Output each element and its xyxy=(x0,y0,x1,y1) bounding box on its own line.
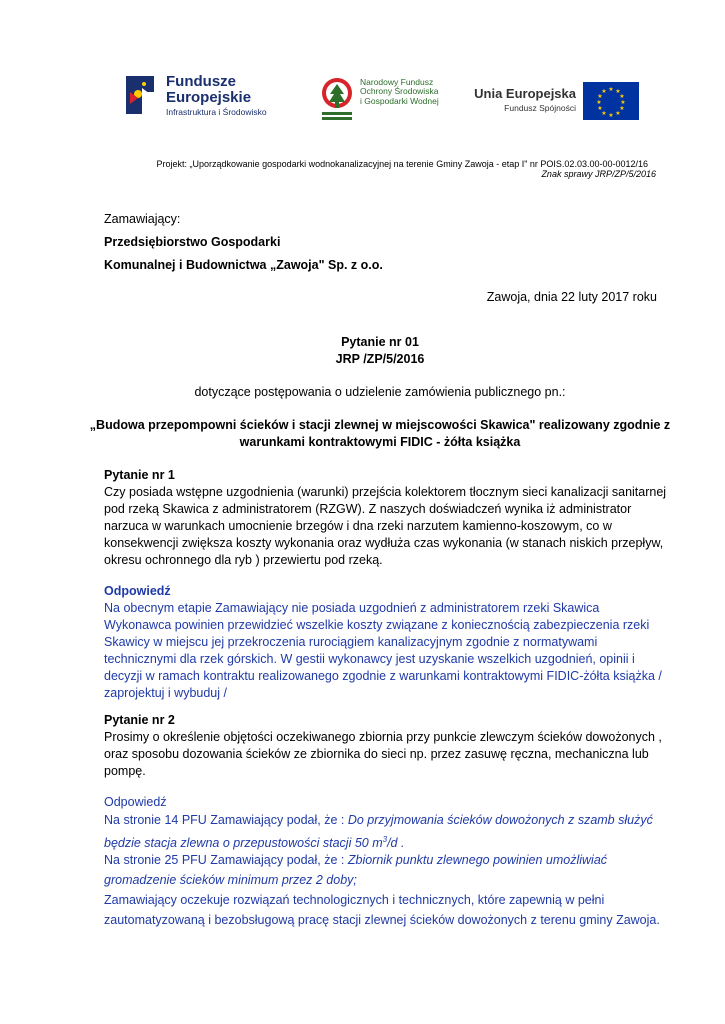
svg-text:★: ★ xyxy=(608,112,614,119)
q2-line: Prosimy o określenie objętości oczekiwanego zbiornia przy punkcie zlewczym ścieków dowożonych , xyxy=(104,730,662,744)
ue-line2: Fundusz Spójności xyxy=(504,103,576,113)
a2-line1 xyxy=(104,810,654,830)
a1-line: Na obecnym etapie Zamawiający nie posiada uzgodnień z administratorem rzeki Skawica xyxy=(104,601,600,615)
a2-line4: gromadzenie ścieków minimum przez 2 doby; xyxy=(104,873,357,887)
a2-l2-italic: będzie stacja zlewna o przepustowości stacji 50 m xyxy=(104,836,383,851)
a2-l2-end: /d . xyxy=(387,836,405,851)
a1-line: zaprojektuj i wybuduj / xyxy=(104,686,227,700)
fe-line3: Infrastruktura i Środowisko xyxy=(166,106,267,117)
a2-l3-normal: Na stronie 25 PFU Zamawiający podał, że : xyxy=(104,853,348,867)
a1-line: technicznymi dla rzek górskich. W gestii wykonawcy jest uzyskanie wszelkich uzgodnień, opinii i xyxy=(104,652,635,666)
fe-line2: Europejskie xyxy=(166,88,252,106)
q1-line: okresu ochronnego dla ryb ) przewiertu pod rzeką. xyxy=(104,553,383,567)
nf-line2: Ochrony Środowiska xyxy=(360,86,439,97)
svg-text:★: ★ xyxy=(619,105,625,112)
a2-heading: Odpowiedź xyxy=(104,795,167,809)
q1-line: konsekwencji zwiększa koszty wykonania oraz wydłuża czas wykonania (w stanach niskich przepływ, xyxy=(104,536,664,550)
nf-line3: i Gospodarki Wodnej xyxy=(360,95,439,106)
q2-line: oraz sposobu dozowania ścieków ze zbiornika do sieci np. przez zasuwę ręczna, mechaniczna lub xyxy=(104,747,649,761)
svg-text:★: ★ xyxy=(601,110,607,117)
procedure-name-line2: warunkami kontraktowymi FIDIC - żółta książka xyxy=(239,435,521,449)
a2-line6: zautomatyzowaną i bezobsługową pracę stacji zlewnej ścieków dowożonych z terenu gminy Zawoja. xyxy=(104,913,660,927)
client-label: Zamawiający: xyxy=(104,212,181,226)
q1-line: pod rzeką Skawica z administratorem (RZGW). Z naszych doświadczeń wynika iż administrator xyxy=(104,502,632,516)
logo-bar xyxy=(120,72,640,132)
a2-line2 xyxy=(104,830,654,850)
q2-body xyxy=(104,729,662,780)
client-name-line1: Przedsiębiorstwo Gospodarki xyxy=(104,235,281,249)
svg-text:★: ★ xyxy=(615,110,621,117)
nfosigw-tree-icon xyxy=(318,76,356,122)
q1-heading: Pytanie nr 1 xyxy=(104,468,175,482)
a2-l1-italic: Do przyjmowania ścieków dowożonych z szamb służyć xyxy=(347,813,653,827)
svg-text:★: ★ xyxy=(620,99,626,106)
svg-text:★: ★ xyxy=(601,88,607,95)
eu-logo xyxy=(468,74,640,126)
svg-text:★: ★ xyxy=(596,99,602,106)
fe-flag-icon xyxy=(120,72,160,118)
a1-line: decyzji w ramach kontraktu realizowanego zgodnie z warunkami kontraktowymi FIDIC-żółta książka / xyxy=(104,669,662,683)
a1-body xyxy=(104,600,662,702)
procedure-name-line1: „Budowa przepompowni ścieków i stacji zlewnej w miejscowości Skawica" realizowany zgodnie z xyxy=(89,418,671,432)
nfosigw-logo xyxy=(318,76,448,126)
case-number: Znak sprawy JRP/ZP/5/2016 xyxy=(541,169,656,179)
question-number: Pytanie nr 01 xyxy=(341,335,419,349)
q2-line: pompę. xyxy=(104,764,146,778)
a2-l1-normal: Na stronie 14 PFU Zamawiający podał, że : xyxy=(104,813,348,827)
q2-heading: Pytanie nr 2 xyxy=(104,713,175,727)
a2-line5: Zamawiający oczekuje rozwiązań technologicznych i technicznych, które zapewnią w pełni xyxy=(104,893,605,907)
q1-line: Czy posiada wstępne uzgodnienia (warunki) przejścia kolektorem tłocznym sieci kanalizacji sanitarnej xyxy=(104,485,667,499)
svg-text:★: ★ xyxy=(597,105,603,112)
a2-line3 xyxy=(104,850,654,870)
eu-flag-icon xyxy=(583,82,639,120)
a2-body xyxy=(104,810,660,930)
a1-heading: Odpowiedź xyxy=(104,584,171,598)
ue-line1: Unia Europejska xyxy=(474,86,576,101)
svg-text:★: ★ xyxy=(615,88,621,95)
a2-l2-sup: 3 xyxy=(382,835,388,844)
document-date: Zawoja, dnia 22 luty 2017 roku xyxy=(486,290,657,304)
nf-line1: Narodowy Fundusz xyxy=(360,77,434,87)
client-name-line2: Komunalnej i Budownictwa „Zawoja" Sp. z o.o. xyxy=(104,258,383,272)
q1-body xyxy=(104,484,667,569)
a1-line: Skawicy w miejscu jej przekroczenia rurociągiem kanalizacyjnym zgodnie z normatywami xyxy=(104,635,598,649)
fundusze-europejskie-logo xyxy=(120,72,290,128)
a1-line: Wykonawca powinien przewidzieć wszelkie koszty związane z koniecznością zabezpieczenia rzeki xyxy=(104,618,650,632)
q1-line: narzuca w warunkach umocnienie brzegów i dna rzeki narzutem kamienno-koszowym, co w xyxy=(104,519,612,533)
fe-line1: Fundusze xyxy=(166,73,236,90)
a2-l3-italic: Zbiornik punktu zlewnego powinien umożliwiać xyxy=(347,853,608,867)
svg-text:★: ★ xyxy=(597,93,603,100)
reference-number: JRP /ZP/5/2016 xyxy=(335,352,425,366)
svg-text:★: ★ xyxy=(619,93,625,100)
procedure-subtitle: dotyczące postępowania o udzielenie zamówienia publicznego pn.: xyxy=(194,385,566,399)
project-line: Projekt: „Uporządkowanie gospodarki wodnokanalizacyjnej na terenie Gminy Zawoja - etap I" nr POIS.02.03.00-00-0012/16 xyxy=(156,159,648,169)
svg-text:★: ★ xyxy=(608,86,614,93)
